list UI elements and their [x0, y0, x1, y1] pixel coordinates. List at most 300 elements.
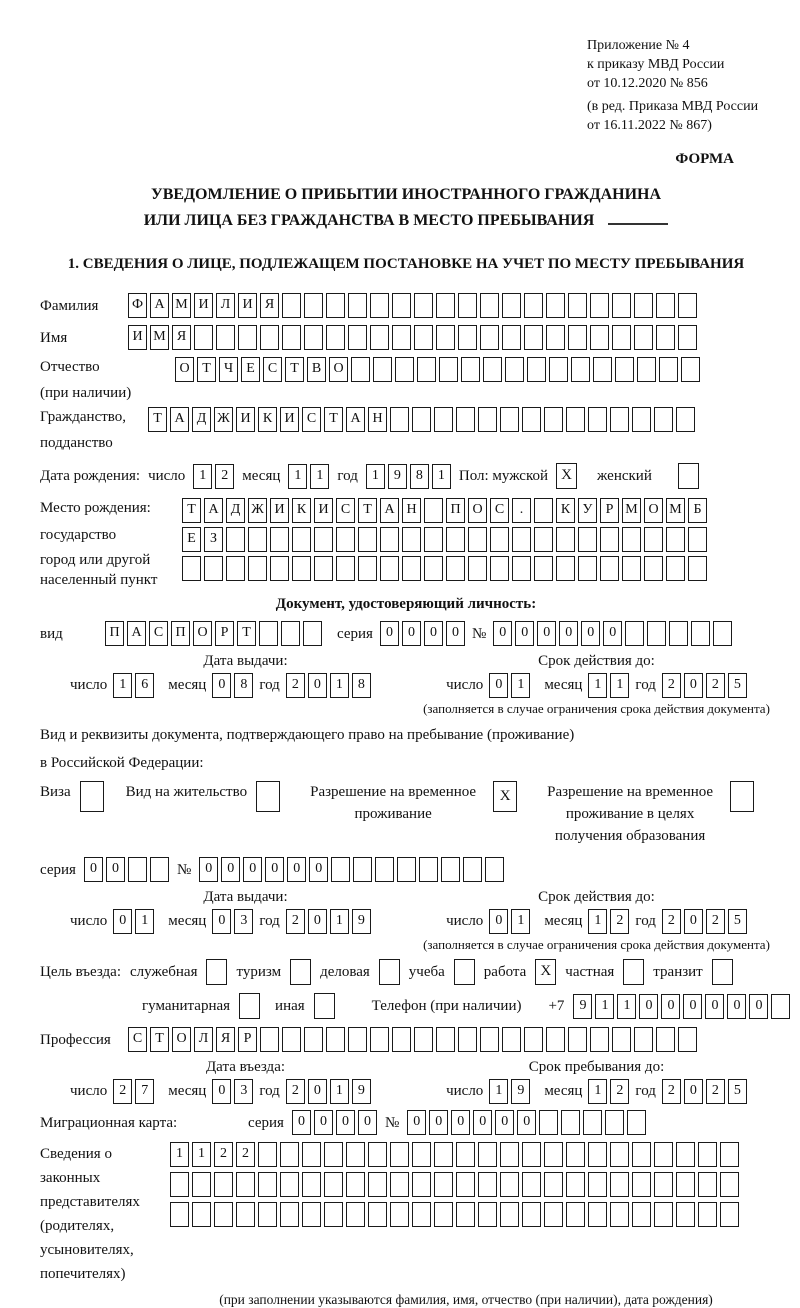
char-cell[interactable]: Е — [241, 357, 260, 382]
char-cell[interactable] — [258, 1142, 277, 1167]
char-cell[interactable] — [182, 556, 201, 581]
char-cell[interactable]: 1 — [617, 994, 636, 1019]
char-cell[interactable]: К — [292, 498, 311, 523]
char-cell[interactable] — [346, 1142, 365, 1167]
char-cell[interactable]: 0 — [358, 1110, 377, 1135]
char-cell[interactable]: 9 — [388, 464, 407, 489]
residence-permit-checkbox[interactable] — [256, 781, 280, 812]
char-cell[interactable] — [522, 1172, 541, 1197]
char-cell[interactable] — [368, 1202, 387, 1227]
char-cell[interactable] — [502, 1027, 521, 1052]
char-cell[interactable] — [458, 1027, 477, 1052]
char-cell[interactable] — [625, 621, 644, 646]
char-cell[interactable] — [128, 857, 147, 882]
char-cell[interactable]: П — [446, 498, 465, 523]
char-cell[interactable]: П — [105, 621, 124, 646]
char-cell[interactable] — [314, 556, 333, 581]
char-cell[interactable]: 0 — [287, 857, 306, 882]
char-cell[interactable]: 0 — [292, 1110, 311, 1135]
char-cell[interactable] — [632, 1202, 651, 1227]
char-cell[interactable] — [524, 325, 543, 350]
char-cell[interactable] — [304, 293, 323, 318]
char-cell[interactable] — [561, 1110, 580, 1135]
char-cell[interactable]: Т — [197, 357, 216, 382]
char-cell[interactable] — [238, 325, 257, 350]
char-cell[interactable] — [524, 293, 543, 318]
char-cell[interactable]: 1 — [135, 909, 154, 934]
char-cell[interactable] — [260, 325, 279, 350]
char-cell[interactable] — [605, 1110, 624, 1135]
char-cell[interactable] — [456, 1142, 475, 1167]
char-cell[interactable] — [666, 527, 685, 552]
char-cell[interactable] — [324, 1172, 343, 1197]
char-cell[interactable] — [302, 1202, 321, 1227]
char-cell[interactable] — [478, 1142, 497, 1167]
char-cell[interactable] — [522, 407, 541, 432]
char-cell[interactable]: О — [644, 498, 663, 523]
char-cell[interactable]: 2 — [286, 1079, 305, 1104]
char-cell[interactable]: 0 — [515, 621, 534, 646]
char-cell[interactable]: 0 — [581, 621, 600, 646]
char-cell[interactable] — [336, 556, 355, 581]
char-cell[interactable] — [627, 1110, 646, 1135]
char-cell[interactable] — [546, 1027, 565, 1052]
char-cell[interactable] — [578, 527, 597, 552]
char-cell[interactable]: 2 — [236, 1142, 255, 1167]
char-cell[interactable] — [351, 357, 370, 382]
char-cell[interactable]: 1 — [288, 464, 307, 489]
char-cell[interactable]: О — [172, 1027, 191, 1052]
char-cell[interactable] — [634, 1027, 653, 1052]
char-cell[interactable] — [578, 556, 597, 581]
char-cell[interactable] — [568, 1027, 587, 1052]
char-cell[interactable] — [463, 857, 482, 882]
char-cell[interactable] — [446, 527, 465, 552]
char-cell[interactable] — [392, 325, 411, 350]
char-cell[interactable]: 0 — [493, 621, 512, 646]
char-cell[interactable]: 0 — [473, 1110, 492, 1135]
char-cell[interactable] — [500, 1172, 519, 1197]
char-cell[interactable] — [226, 527, 245, 552]
char-cell[interactable]: О — [193, 621, 212, 646]
char-cell[interactable]: 0 — [603, 621, 622, 646]
char-cell[interactable]: 0 — [106, 857, 125, 882]
char-cell[interactable] — [456, 1202, 475, 1227]
char-cell[interactable]: Т — [358, 498, 377, 523]
char-cell[interactable] — [610, 1142, 629, 1167]
char-cell[interactable] — [226, 556, 245, 581]
char-cell[interactable] — [456, 407, 475, 432]
purpose-other-checkbox[interactable] — [314, 993, 335, 1019]
char-cell[interactable]: Т — [237, 621, 256, 646]
char-cell[interactable] — [480, 325, 499, 350]
char-cell[interactable]: З — [204, 527, 223, 552]
char-cell[interactable] — [346, 1202, 365, 1227]
char-cell[interactable] — [698, 1202, 717, 1227]
char-cell[interactable] — [390, 407, 409, 432]
char-cell[interactable]: Д — [226, 498, 245, 523]
char-cell[interactable]: 0 — [407, 1110, 426, 1135]
char-cell[interactable] — [436, 1027, 455, 1052]
purpose-tourism-checkbox[interactable] — [290, 959, 311, 985]
char-cell[interactable]: 0 — [429, 1110, 448, 1135]
char-cell[interactable]: Б — [688, 498, 707, 523]
char-cell[interactable]: 2 — [610, 1079, 629, 1104]
char-cell[interactable]: А — [346, 407, 365, 432]
char-cell[interactable] — [478, 1172, 497, 1197]
char-cell[interactable]: Л — [216, 293, 235, 318]
char-cell[interactable] — [392, 1027, 411, 1052]
char-cell[interactable] — [331, 857, 350, 882]
char-cell[interactable]: С — [302, 407, 321, 432]
char-cell[interactable]: О — [329, 357, 348, 382]
char-cell[interactable] — [260, 1027, 279, 1052]
char-cell[interactable] — [571, 357, 590, 382]
char-cell[interactable]: 2 — [662, 909, 681, 934]
char-cell[interactable]: 1 — [366, 464, 385, 489]
char-cell[interactable] — [588, 1142, 607, 1167]
char-cell[interactable]: А — [380, 498, 399, 523]
char-cell[interactable] — [534, 527, 553, 552]
char-cell[interactable]: Т — [150, 1027, 169, 1052]
char-cell[interactable]: 1 — [170, 1142, 189, 1167]
char-cell[interactable] — [348, 1027, 367, 1052]
char-cell[interactable]: А — [150, 293, 169, 318]
char-cell[interactable] — [647, 621, 666, 646]
char-cell[interactable] — [527, 357, 546, 382]
char-cell[interactable]: 2 — [662, 1079, 681, 1104]
char-cell[interactable]: 0 — [308, 1079, 327, 1104]
char-cell[interactable]: М — [150, 325, 169, 350]
char-cell[interactable] — [368, 1172, 387, 1197]
char-cell[interactable] — [348, 293, 367, 318]
char-cell[interactable]: 0 — [265, 857, 284, 882]
char-cell[interactable] — [204, 556, 223, 581]
char-cell[interactable] — [549, 357, 568, 382]
char-cell[interactable]: С — [149, 621, 168, 646]
char-cell[interactable]: 0 — [212, 673, 231, 698]
char-cell[interactable] — [522, 1142, 541, 1167]
char-cell[interactable]: Я — [216, 1027, 235, 1052]
char-cell[interactable] — [600, 556, 619, 581]
char-cell[interactable]: М — [172, 293, 191, 318]
char-cell[interactable]: 1 — [511, 673, 530, 698]
char-cell[interactable] — [632, 1172, 651, 1197]
char-cell[interactable]: 9 — [352, 909, 371, 934]
char-cell[interactable]: 9 — [352, 1079, 371, 1104]
char-cell[interactable] — [280, 1172, 299, 1197]
char-cell[interactable] — [610, 1172, 629, 1197]
char-cell[interactable] — [192, 1202, 211, 1227]
char-cell[interactable] — [303, 621, 322, 646]
char-cell[interactable] — [654, 407, 673, 432]
char-cell[interactable] — [681, 357, 700, 382]
char-cell[interactable] — [456, 1172, 475, 1197]
char-cell[interactable] — [654, 1172, 673, 1197]
char-cell[interactable] — [236, 1202, 255, 1227]
char-cell[interactable]: 6 — [135, 673, 154, 698]
visa-checkbox[interactable] — [80, 781, 104, 812]
char-cell[interactable]: М — [622, 498, 641, 523]
char-cell[interactable] — [656, 325, 675, 350]
char-cell[interactable] — [590, 325, 609, 350]
char-cell[interactable] — [678, 293, 697, 318]
char-cell[interactable] — [258, 1202, 277, 1227]
char-cell[interactable] — [434, 1202, 453, 1227]
char-cell[interactable] — [632, 407, 651, 432]
char-cell[interactable]: 0 — [113, 909, 132, 934]
char-cell[interactable] — [214, 1172, 233, 1197]
char-cell[interactable]: 1 — [588, 673, 607, 698]
char-cell[interactable] — [248, 556, 267, 581]
char-cell[interactable] — [771, 994, 790, 1019]
char-cell[interactable]: А — [204, 498, 223, 523]
char-cell[interactable] — [676, 1172, 695, 1197]
char-cell[interactable] — [720, 1202, 739, 1227]
char-cell[interactable] — [698, 1172, 717, 1197]
char-cell[interactable] — [524, 1027, 543, 1052]
char-cell[interactable]: 0 — [199, 857, 218, 882]
char-cell[interactable] — [500, 1202, 519, 1227]
char-cell[interactable]: 8 — [352, 673, 371, 698]
char-cell[interactable] — [483, 357, 502, 382]
char-cell[interactable] — [412, 1172, 431, 1197]
char-cell[interactable] — [590, 293, 609, 318]
char-cell[interactable]: 1 — [595, 994, 614, 1019]
char-cell[interactable]: В — [307, 357, 326, 382]
char-cell[interactable] — [593, 357, 612, 382]
char-cell[interactable]: Н — [368, 407, 387, 432]
char-cell[interactable]: Т — [148, 407, 167, 432]
char-cell[interactable] — [441, 857, 460, 882]
char-cell[interactable]: 2 — [113, 1079, 132, 1104]
char-cell[interactable] — [568, 293, 587, 318]
char-cell[interactable] — [676, 407, 695, 432]
char-cell[interactable] — [194, 325, 213, 350]
char-cell[interactable] — [713, 621, 732, 646]
char-cell[interactable]: 1 — [588, 1079, 607, 1104]
char-cell[interactable] — [534, 498, 553, 523]
char-cell[interactable] — [392, 293, 411, 318]
char-cell[interactable] — [380, 556, 399, 581]
char-cell[interactable]: 0 — [684, 909, 703, 934]
char-cell[interactable]: 0 — [336, 1110, 355, 1135]
char-cell[interactable] — [720, 1142, 739, 1167]
char-cell[interactable] — [676, 1202, 695, 1227]
char-cell[interactable] — [691, 621, 710, 646]
purpose-business-checkbox[interactable] — [379, 959, 400, 985]
char-cell[interactable]: 1 — [511, 909, 530, 934]
char-cell[interactable]: Д — [192, 407, 211, 432]
char-cell[interactable]: 1 — [432, 464, 451, 489]
char-cell[interactable]: И — [270, 498, 289, 523]
char-cell[interactable] — [424, 498, 443, 523]
char-cell[interactable]: 0 — [402, 621, 421, 646]
char-cell[interactable] — [380, 527, 399, 552]
char-cell[interactable]: Р — [600, 498, 619, 523]
char-cell[interactable] — [414, 1027, 433, 1052]
char-cell[interactable]: 7 — [135, 1079, 154, 1104]
purpose-study-checkbox[interactable] — [454, 959, 475, 985]
char-cell[interactable] — [292, 556, 311, 581]
char-cell[interactable] — [304, 1027, 323, 1052]
char-cell[interactable]: 0 — [489, 909, 508, 934]
char-cell[interactable]: 0 — [84, 857, 103, 882]
sex-female-checkbox[interactable] — [678, 463, 699, 489]
char-cell[interactable]: 0 — [639, 994, 658, 1019]
char-cell[interactable] — [612, 293, 631, 318]
char-cell[interactable] — [236, 1172, 255, 1197]
char-cell[interactable] — [346, 1172, 365, 1197]
char-cell[interactable] — [588, 407, 607, 432]
char-cell[interactable] — [150, 857, 169, 882]
char-cell[interactable] — [544, 1172, 563, 1197]
char-cell[interactable]: 0 — [221, 857, 240, 882]
char-cell[interactable] — [280, 1202, 299, 1227]
char-cell[interactable]: 5 — [728, 1079, 747, 1104]
char-cell[interactable] — [419, 857, 438, 882]
char-cell[interactable] — [615, 357, 634, 382]
char-cell[interactable] — [544, 1202, 563, 1227]
char-cell[interactable] — [490, 556, 509, 581]
char-cell[interactable] — [485, 857, 504, 882]
char-cell[interactable] — [280, 1142, 299, 1167]
char-cell[interactable] — [478, 407, 497, 432]
char-cell[interactable] — [534, 556, 553, 581]
char-cell[interactable]: Р — [215, 621, 234, 646]
char-cell[interactable] — [458, 293, 477, 318]
char-cell[interactable] — [336, 527, 355, 552]
char-cell[interactable] — [566, 1172, 585, 1197]
char-cell[interactable]: 2 — [286, 909, 305, 934]
char-cell[interactable] — [395, 357, 414, 382]
char-cell[interactable]: Я — [260, 293, 279, 318]
char-cell[interactable]: 1 — [588, 909, 607, 934]
char-cell[interactable]: Л — [194, 1027, 213, 1052]
char-cell[interactable]: О — [175, 357, 194, 382]
char-cell[interactable]: 0 — [537, 621, 556, 646]
char-cell[interactable]: 1 — [610, 673, 629, 698]
char-cell[interactable] — [302, 1142, 321, 1167]
char-cell[interactable]: 0 — [705, 994, 724, 1019]
char-cell[interactable]: 0 — [446, 621, 465, 646]
char-cell[interactable] — [370, 325, 389, 350]
char-cell[interactable]: 1 — [193, 464, 212, 489]
char-cell[interactable] — [583, 1110, 602, 1135]
char-cell[interactable] — [358, 527, 377, 552]
char-cell[interactable] — [566, 407, 585, 432]
char-cell[interactable]: 2 — [286, 673, 305, 698]
char-cell[interactable]: 0 — [749, 994, 768, 1019]
char-cell[interactable]: Р — [238, 1027, 257, 1052]
char-cell[interactable] — [402, 556, 421, 581]
char-cell[interactable]: 3 — [234, 1079, 253, 1104]
char-cell[interactable] — [397, 857, 416, 882]
char-cell[interactable] — [402, 527, 421, 552]
char-cell[interactable]: 2 — [706, 673, 725, 698]
char-cell[interactable] — [358, 556, 377, 581]
char-cell[interactable] — [539, 1110, 558, 1135]
char-cell[interactable] — [490, 527, 509, 552]
char-cell[interactable] — [566, 1142, 585, 1167]
char-cell[interactable]: С — [490, 498, 509, 523]
char-cell[interactable] — [522, 1202, 541, 1227]
char-cell[interactable]: 0 — [212, 1079, 231, 1104]
char-cell[interactable] — [282, 325, 301, 350]
char-cell[interactable] — [502, 325, 521, 350]
char-cell[interactable]: 0 — [495, 1110, 514, 1135]
char-cell[interactable] — [669, 621, 688, 646]
char-cell[interactable]: А — [127, 621, 146, 646]
char-cell[interactable]: 2 — [706, 909, 725, 934]
char-cell[interactable] — [654, 1142, 673, 1167]
char-cell[interactable]: 0 — [380, 621, 399, 646]
char-cell[interactable] — [368, 1142, 387, 1167]
char-cell[interactable]: 8 — [410, 464, 429, 489]
char-cell[interactable]: 0 — [684, 1079, 703, 1104]
char-cell[interactable]: 1 — [330, 1079, 349, 1104]
char-cell[interactable] — [480, 1027, 499, 1052]
char-cell[interactable]: 2 — [214, 1142, 233, 1167]
char-cell[interactable] — [170, 1172, 189, 1197]
char-cell[interactable] — [610, 407, 629, 432]
char-cell[interactable] — [353, 857, 372, 882]
char-cell[interactable] — [436, 325, 455, 350]
char-cell[interactable] — [412, 1202, 431, 1227]
char-cell[interactable]: 0 — [517, 1110, 536, 1135]
char-cell[interactable]: Т — [182, 498, 201, 523]
char-cell[interactable]: 0 — [314, 1110, 333, 1135]
char-cell[interactable] — [326, 293, 345, 318]
char-cell[interactable]: 2 — [610, 909, 629, 934]
char-cell[interactable]: 1 — [192, 1142, 211, 1167]
char-cell[interactable] — [500, 1142, 519, 1167]
char-cell[interactable]: 0 — [243, 857, 262, 882]
char-cell[interactable] — [644, 556, 663, 581]
char-cell[interactable] — [666, 556, 685, 581]
char-cell[interactable] — [622, 527, 641, 552]
char-cell[interactable]: 1 — [330, 909, 349, 934]
char-cell[interactable]: 1 — [489, 1079, 508, 1104]
char-cell[interactable] — [566, 1202, 585, 1227]
char-cell[interactable] — [590, 1027, 609, 1052]
char-cell[interactable] — [612, 1027, 631, 1052]
char-cell[interactable] — [556, 556, 575, 581]
char-cell[interactable] — [678, 325, 697, 350]
temp-residence-education-checkbox[interactable] — [730, 781, 754, 812]
char-cell[interactable] — [637, 357, 656, 382]
char-cell[interactable] — [434, 407, 453, 432]
char-cell[interactable] — [634, 325, 653, 350]
char-cell[interactable] — [610, 1202, 629, 1227]
char-cell[interactable] — [480, 293, 499, 318]
char-cell[interactable] — [446, 556, 465, 581]
char-cell[interactable] — [622, 556, 641, 581]
char-cell[interactable] — [505, 357, 524, 382]
char-cell[interactable]: 9 — [573, 994, 592, 1019]
temp-residence-checkbox[interactable]: X — [493, 781, 517, 812]
char-cell[interactable] — [375, 857, 394, 882]
char-cell[interactable] — [502, 293, 521, 318]
char-cell[interactable]: М — [666, 498, 685, 523]
char-cell[interactable] — [302, 1172, 321, 1197]
char-cell[interactable] — [414, 293, 433, 318]
char-cell[interactable] — [170, 1202, 189, 1227]
char-cell[interactable]: И — [280, 407, 299, 432]
char-cell[interactable] — [216, 325, 235, 350]
char-cell[interactable] — [468, 556, 487, 581]
char-cell[interactable]: И — [238, 293, 257, 318]
